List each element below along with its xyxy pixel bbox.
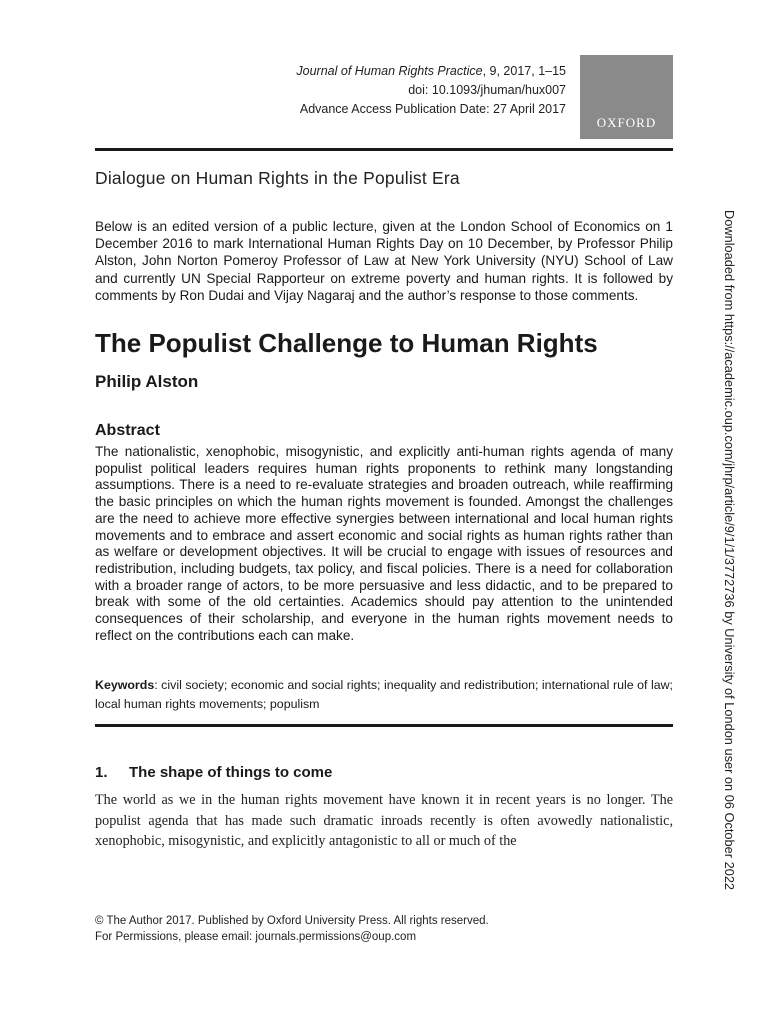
journal-volume-info: , 9, 2017, 1–15	[482, 64, 566, 78]
abstract-text: The nationalistic, xenophobic, misogynistic, and explicitly anti-human rights agenda of many populist political leaders requires human rights proponents to rethink many longstanding assumptions. There is a need to re-evaluate strategies and broaden outreach, while reaffirming the basic principles on which the human rights movement is founded. Amongst the challenges are the need to achieve more effective synergies between international and local human rights movements and to embrace and assert economic and social rights as human rights rather than as welfare or development objectives. It will be crucial to engage with issues of resources and redistribution, including budgets, tax policy, and fiscal policies. There is a need for collaboration with a broader range of actors, to be more persuasive and less didactic, and to be prepared to break with some of the old certainties. Academics should pay attention to the unintended consequences of their scholarship, and everyone in the human rights movement needs to reflect on the contributions each can make.	[95, 444, 673, 643]
article-author: Philip Alston	[95, 372, 199, 391]
permissions-notice: For Permissions, please email: journals.permissions@oup.com	[95, 931, 417, 943]
doi[interactable]: doi: 10.1093/jhuman/hux007	[408, 83, 566, 97]
publisher-logo	[580, 55, 673, 139]
abstract-heading: Abstract	[95, 422, 160, 439]
abstract-divider	[95, 724, 673, 727]
journal-metadata	[226, 62, 566, 119]
intro-paragraph: Below is an edited version of a public lecture, given at the London School of Economics on 1 December 2016 to mark International Human Rights Day on 10 December, by Professor Philip Alston, John Norton Pomeroy Professor of Law at New York University (NYU) School of Law and currently UN Special Rapporteur on extreme poverty and human rights. It is followed by comments by Ron Dudai and Vijay Nagaraj and the author’s response to those comments.	[95, 219, 673, 303]
keywords-label: Keywords	[95, 678, 155, 692]
copyright-notice: © The Author 2017. Published by Oxford University Press. All rights reserved.	[95, 915, 489, 927]
body-paragraph: The world as we in the human rights movement have known it in recent years is no longer. The populist agenda that has made such dramatic inroads recently is often avowedly nationalistic, xenophobic, misogynistic, and explicitly antagonistic to all or much of the	[95, 792, 673, 849]
journal-name: Journal of Human Rights Practice	[296, 64, 483, 78]
footer	[95, 913, 489, 945]
download-watermark: Downloaded from https://academic.oup.com/jhrp/article/9/1/1/3772736 by University of London user on 06 October 2022	[722, 210, 737, 891]
advance-access-date: Advance Access Publication Date: 27 April 2017	[299, 102, 566, 116]
keywords-list: : civil society; economic and social rights; inequality and redistribution; international rule of law; local human rights movements; populism	[95, 678, 673, 711]
publisher-logo-text: OXFORD	[596, 115, 657, 130]
keywords	[95, 676, 673, 714]
section-number: 1.	[95, 764, 108, 781]
body-section-heading	[95, 764, 332, 781]
section-heading: Dialogue on Human Rights in the Populist Era	[95, 168, 460, 188]
section-title: The shape of things to come	[129, 764, 333, 781]
header-divider	[95, 148, 673, 151]
article-title: The Populist Challenge to Human Rights	[95, 328, 598, 358]
